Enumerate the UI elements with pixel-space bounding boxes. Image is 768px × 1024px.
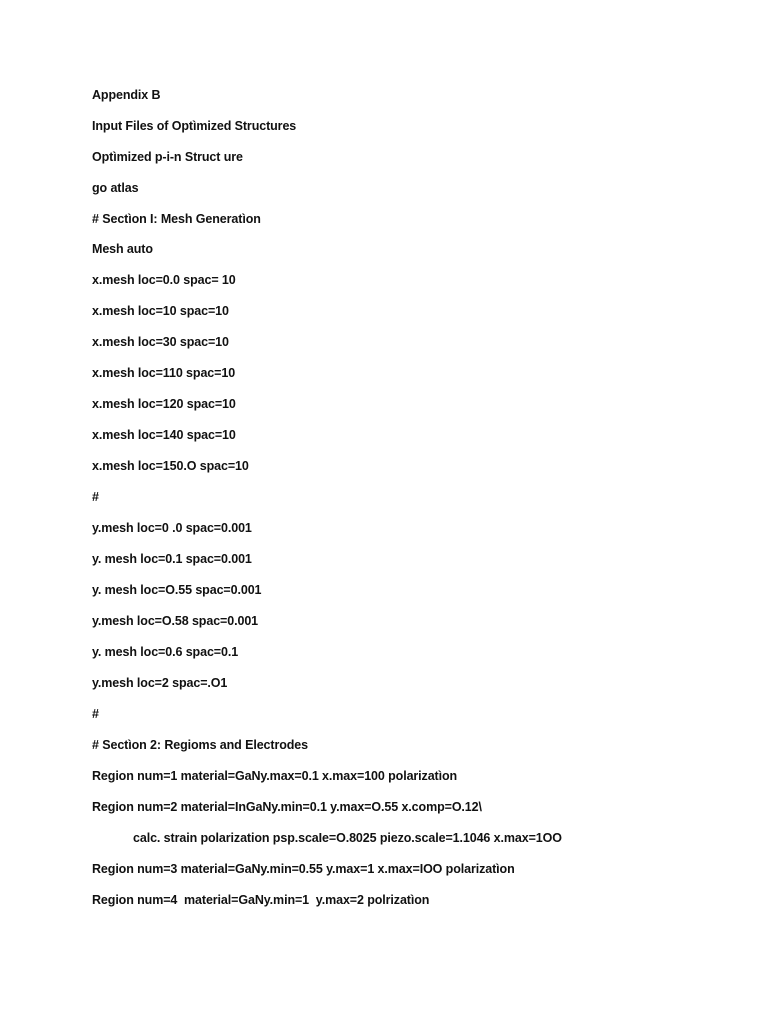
code-line: Region num=3 material=GaNy.min=0.55 y.max=1 x.max=IOO polarizatìon xyxy=(92,862,515,876)
code-line: y.mesh loc=2 spac=.O1 xyxy=(92,676,228,690)
code-comment: # xyxy=(92,707,99,721)
section-title: Input Files of Optìmized Structures xyxy=(92,119,297,133)
code-line: go atlas xyxy=(92,181,139,195)
code-comment: # xyxy=(92,490,99,504)
code-line-continuation: calc. strain polarization psp.scaIe=O.8025 piezo.scale=1.1046 x.max=1OO xyxy=(133,831,562,845)
code-line: Region num=1 material=GaNy.max=0.1 x.max=100 polarizatìon xyxy=(92,769,458,783)
code-comment: # Sectìon 2: Regioms and Electrodes xyxy=(92,738,309,752)
code-line: Region num=4 material=GaNy.min=1 y.max=2 polrizatìon xyxy=(92,893,430,907)
code-line: x.mesh loc=120 spac=10 xyxy=(92,397,236,411)
code-comment: # Sectìon I: Mesh Generatìon xyxy=(92,212,261,226)
code-line: x.mesh loc=30 spac=10 xyxy=(92,335,229,349)
code-line: y.mesh loc=O.58 spac=0.001 xyxy=(92,614,259,628)
code-line: y.mesh loc=0 .0 spac=0.001 xyxy=(92,521,252,535)
code-line: y. mesh loc=0.6 spac=0.1 xyxy=(92,645,239,659)
code-line: y. mesh loc=O.55 spac=0.001 xyxy=(92,583,262,597)
subsection-title: Optìmized p-i-n Struct ure xyxy=(92,150,243,164)
appendix-heading: Appendix B xyxy=(92,88,161,102)
code-line: x.mesh loc=150.O spac=10 xyxy=(92,459,249,473)
code-line: Mesh auto xyxy=(92,242,153,256)
code-line: x.mesh loc=10 spac=10 xyxy=(92,304,229,318)
code-line: y. mesh loc=0.1 spac=0.001 xyxy=(92,552,252,566)
code-line: Region num=2 material=InGaNy.min=0.1 y.max=O.55 x.comp=O.12\ xyxy=(92,800,482,814)
code-line: x.mesh loc=0.0 spac= 10 xyxy=(92,273,236,287)
code-line: x.mesh loc=110 spac=10 xyxy=(92,366,236,380)
code-line: x.mesh loc=140 spac=10 xyxy=(92,428,236,442)
